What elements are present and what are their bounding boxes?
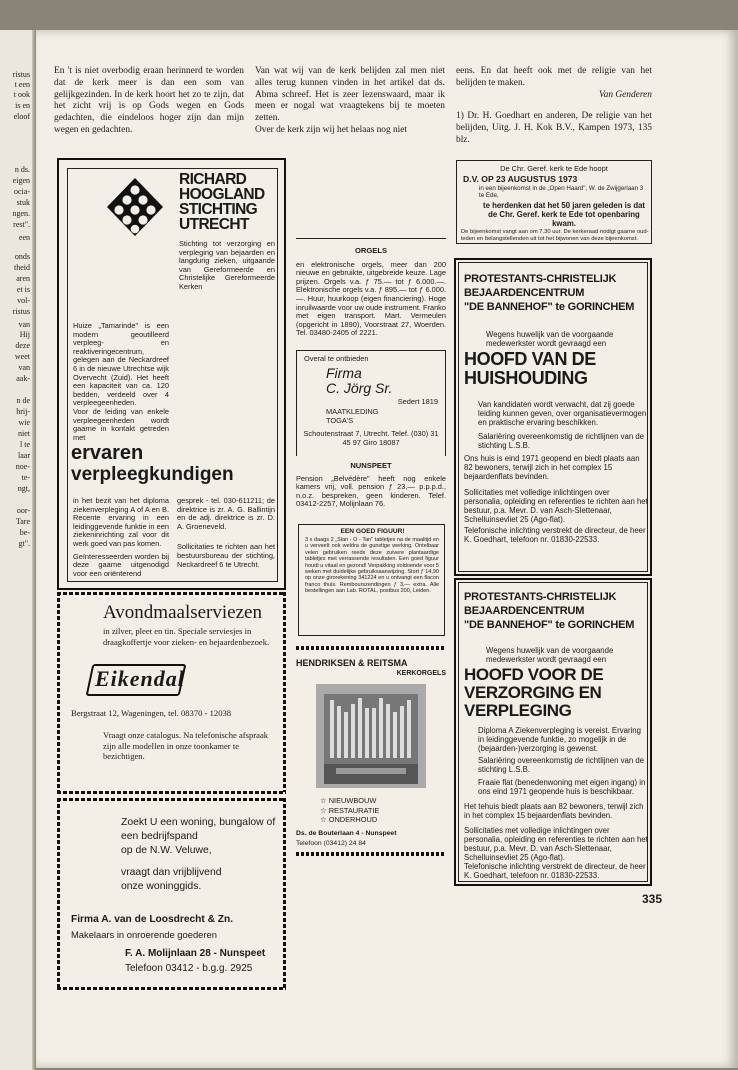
previous-page-fragment: stuk	[16, 198, 30, 207]
previous-page-fragment: weet	[14, 352, 30, 361]
hoogland-ad	[57, 158, 286, 590]
eikendal-logo: Eikendal	[95, 666, 185, 691]
bannehof2-job: HOOFD VOOR DE VERZORGING EN VERPLEGING	[464, 665, 604, 720]
avondmaal-address: Bergstraat 12, Wageningen, tel. 08370 - 12038	[71, 708, 232, 718]
previous-page-fragment: Tare	[15, 517, 30, 526]
hoogland-right-text: gesprek - tel. 030-611211; de direktrice is zr. A. G. Ballintijn en de adj. direktrice is zr. D. A. Groeneveld. Sollicitaties te richten aan het bestuursbureau der stichting, Neckardreef 6 te Utrecht.	[177, 496, 275, 569]
loosdrecht-text: Zoekt U een woning, bungalow of een bedrijfspand op de N.W. Veluwe, vraagt dan vrijblijvend onze woninggids.	[121, 817, 276, 892]
hoogland-title: RICHARD HOOGLAND STICHTING UTRECHT	[179, 171, 265, 233]
previous-page-fragment: rest".	[13, 220, 30, 229]
reitsma-ad: HENDRIKSEN & REITSMA KERKORGELS ☆ NIEUWBOUW ☆ RESTAURATIE ☆ ONDERHOUD Ds. de Bouterlaan 4 - Nunspeet Telefoon (03412) 24 84	[296, 646, 446, 872]
previous-page-fragment: laar	[18, 451, 30, 460]
article-col-1: En 't is niet overbodig eraan herinnerd te worden dat de kerk meer is dan een som van gelijkgezinden. In de kerk hoort het zo te zijn, dat het zicht vrij is op Gods wegen en Gods gedachten, die eindeloos hoger zijn dan mijn wegen en gedachten.	[54, 66, 244, 135]
previous-page-fragment: wie	[18, 418, 30, 427]
previous-page-fragment: is en	[15, 101, 30, 110]
previous-page-fragment: et is	[16, 285, 30, 294]
previous-page-fragment: theid	[14, 263, 30, 272]
geref-ad: De Chr. Geref. kerk te Ede hoopt D.V. OP 23 AUGUSTUS 1973 in een bijeenkomst in de „Open Haard", W. de Zwijgerlaan 3 te Ede, te herdenken dat het 50 jaren geleden is dat de Chr. Geref. kerk te Ede tot openbaring kwam. De bijeenkomst vangt aan om 7.30 uur. De kerkeraad nodigt gaarne oud-leden en belangstellenden uit tot het bijwonen van deze bijeenkomst.	[456, 160, 652, 244]
previous-page-fragment: oor-	[16, 506, 30, 515]
bannehof-ad-2: PROTESTANTS-CHRISTELIJK BEJAARDENCENTRUM "DE BANNEHOF" te GORINCHEM Wegens huwelijk van de voorgaande medewerkster wordt gevraagd een HOOFD VOOR DE VERZORGING EN VERPLEGING Diploma A Ziekenverpleging is vereist. Ervaring in leidinggevende funktie, zo mogelijk in de (bejaarden-)verzorging is gewenst. Salariëring overeenkomstig de richtlijnen van de stichting L.S.B. Fraaie flat (benedenwoning met eigen ingang) in ons eind 1971 geopende huis is beschikbaar. Het tehuis biedt plaats aan 82 bewoners, terwijl zich in het complex 15 bejaardenflats bevinden. Sollicitaties met volledige inlichtingen over personalia, opleiding en referenties te richten aan het bestuur, p.a. Mevr. D. van Asch-Slettenaar, Schelluinsevliet 25 (Ago-flat). Telefonische inlichting verstrekt de directeur, de heer K. Goedhart, telefoon nr. 01830-22533.	[454, 578, 652, 886]
previous-page-fragment: t een	[14, 80, 30, 89]
previous-page-fragment: te-	[21, 473, 30, 482]
hoogland-left-text: in het bezit van het diploma ziekenverpleging A of A en B. Recente ervaring in een leidinggevende funktie in een ziekeninrichting zal voor dit werk goed van pas komen. Geïnteresseerden worden bij deze gaarne uitgenodigd voor een oriënterend	[73, 496, 169, 578]
previous-page-fragment: Hij	[19, 330, 30, 339]
previous-page-fragment: ngen.	[12, 209, 30, 218]
previous-page-fragment: ocia-	[14, 187, 30, 196]
reitsma-item: ☆ RESTAURATIE	[320, 805, 380, 815]
previous-page-fragment: aren	[16, 274, 30, 283]
previous-page-fragment: n de	[16, 396, 30, 405]
previous-page-fragment: onds	[14, 252, 30, 261]
avondmaal-title: Avondmaalserviezen	[103, 602, 262, 623]
previous-page-fragment: eloof	[13, 112, 30, 121]
magazine-page	[36, 30, 738, 1068]
previous-page-fragment: een	[18, 233, 30, 242]
previous-page-fragment: van	[18, 320, 30, 329]
previous-page-fragment: n ds.	[14, 165, 30, 174]
loosdrecht-ad	[57, 798, 286, 990]
loosdrecht-sub: Makelaars in onroerende goederen	[71, 929, 217, 940]
loosdrecht-firm: Firma A. van de Loosdrecht & Zn.	[71, 914, 234, 925]
previous-page-fragment: aak-	[16, 374, 30, 383]
star-icon: ☆	[320, 805, 327, 815]
bannehof1-job: HOOFD VAN DE HUISHOUDING	[464, 349, 596, 388]
previous-page-fragment: vol-	[17, 296, 30, 305]
page-number: 335	[642, 892, 663, 906]
organ-image	[316, 684, 426, 788]
star-icon: ☆	[320, 815, 327, 825]
nunspeet-ad: NUNSPEET Pension „Belvédère" heeft nog enkele kamers vrij, voll. pension ƒ 23,— p.p.p.d., n.o.z. bespreken, geen kinderen. Telef. 03412-2257, Molijnlaan 76.	[296, 461, 446, 509]
loosdrecht-address: F. A. Molijnlaan 28 - Nunspeet	[125, 948, 266, 959]
previous-page-fragment: be-	[19, 528, 30, 537]
avondmaal-ad	[57, 590, 286, 794]
loosdrecht-phone: Telefoon 03412 - b.g.g. 2925	[125, 963, 253, 974]
previous-page-fragment: eigen	[12, 176, 30, 185]
grape-logo-icon	[105, 176, 165, 238]
author: Van Genderen	[598, 89, 652, 100]
previous-page-fragment: ngt,	[17, 484, 30, 493]
article-col-3: eens. En dat heeft ook met de religie van het belijden te maken. Van Genderen 1) Dr. H. Goedhart en anderen, De religie van het belijden, Uitg. J. H. Kok B.V., Kampen 1973, 135 blz.	[456, 66, 652, 145]
previous-page-fragment: hrij-	[16, 407, 30, 416]
reitsma-item: ☆ ONDERHOUD	[320, 815, 378, 825]
previous-page-fragment: ristus	[12, 307, 30, 316]
avondmaal-text2: Vraagt onze catalogus. Na telefonische afspraak zijn alle modellen in onze toonkamer te bezichtigen.	[103, 730, 269, 762]
figuur-ad: EEN GOED FIGUUR! 3 x daags 2 „Slan - O - Tan" tabletjes na de maaltijd en u verveelt ook weldra de gunstige werking. Ontelbaar velen gebruiken reeds deze zuivere plantaardige tabletjes met verrassende resultaten. Een goed figuur houdt u vitaal en gezond! Verpakking voldoende voor 5 weken met duidelijke gebruiksaanwijzing. Stort ƒ 14,90 op onze girorekening 341224 en u ontvangt een flacon franco thuis. Rembourszendingen ƒ 3,— extra. Alle bestellingen aan Lab. ROTAL, postbus 200, Leiden.	[298, 524, 445, 636]
bannehof-ad-1: PROTESTANTS-CHRISTELIJK BEJAARDENCENTRUM "DE BANNEHOF" te GORINCHEM Wegens huwelijk van de voorgaande medewerkster wordt gevraagd een HOOFD VAN DE HUISHOUDING Van kandidaten wordt verwacht, dat zij goede leiding kunnen geven, over organisatievermogen en praktische ervaring beschikken. Salariëring overeenkomstig de richtlijnen van de stichting L.S.B. Ons huis is eind 1971 geopend en biedt plaats aan 82 bewoners, terwijl zich in het complex 15 bejaardenflats bevinden. Sollicitaties met volledige inlichtingen over personalia, opleiding en referenties te richten aan het bestuur, p.a. Mevr. D. van Asch-Slettenaar, Schelluinsevliet 25 (Ago-flat). Telefonische inlichting verstrekt de directeur, de heer K. Goedhart, telefoon nr. 01830-22533.	[454, 258, 652, 576]
previous-page-fragment: l te	[20, 440, 30, 449]
previous-page-fragment: ristus	[12, 70, 30, 79]
article-col-2: Van wat wij van de kerk belijden zal men niet alles terug kunnen vinden in het artikel dat ds. Abma schreef. Het is zeer lezenswaard, maar ik meen er nogal wat vraagtekens bij te moeten zetten. Over de kerk zijn wij het helaas nog niet	[255, 66, 445, 135]
orgels-ad: ORGELS en elektronische orgels, meer dan 200 nieuwe en gebruikte, uitgebreide keuze. Lage prijzen. Orgels v.a. ƒ 75.— tot ƒ 6.000.—. Elektronische orgels v.a. ƒ 895.— tot ƒ 6.000.—. Huur, huurkoop (eigen financiering). Hoge inruilwaarde voor uw oude instrument. Franko met eigen transport. Mart. Vermeulen (opgericht in 1890), Voorstraat 27, Woerden. Tel. 03480-2405 of 2221.	[296, 238, 446, 338]
previous-page-fragment: deze	[15, 341, 30, 350]
star-icon: ☆	[320, 796, 327, 805]
jorg-ad: Overal te ontbieden Firma C. Jörg Sr. Sedert 1819 MAATKLEDING TOGA'S Schoutenstraat 7, Utrecht. Telef. (030) 31 45 97 Giro 18087	[296, 350, 446, 456]
previous-page-fragment: noe-	[15, 462, 30, 471]
previous-page-fragment: t ook	[13, 90, 30, 99]
reitsma-item: ☆ NIEUWBOUW	[320, 796, 377, 805]
previous-page-fragment: van	[18, 363, 30, 372]
avondmaal-text: in zilver, pleet en tin. Speciale serviesjes in draagkoffertje voor zieken- en bejaardenbezoek.	[103, 626, 270, 647]
footnote: 1) Dr. H. Goedhart en anderen, De religie van het belijden, Uitg. J. H. Kok B.V., Kampen 1973, 135 blz.	[456, 111, 652, 145]
hoogland-intro: Huize „Tamarinde" is een modern geoutilleerd verpleeg- en reaktiveringecentrum, gelegen aan de Neckardreef 6 in de nieuwe Utrechtse wijk Overvecht (Zuid). Het heeft een kapaciteit van ca. 120 bedden, verdeeld over 4 verpleegeenheden. Voor de leiding van enkele verpleegeenheden wordt gaarne in kontakt getreden met	[73, 321, 169, 442]
previous-page-edge	[0, 30, 36, 1070]
hoogland-headline: ervaren verpleegkundigen	[71, 442, 234, 485]
hoogland-subtitle: Stichting tot verzorging en verpleging van bejaarden en langdurig zieken, uitgaande van Gereformeerde en Christelijke Gereformeerde Kerken	[179, 239, 275, 291]
previous-page-fragment: niet	[18, 429, 30, 438]
previous-page-fragment: gt".	[18, 539, 30, 548]
